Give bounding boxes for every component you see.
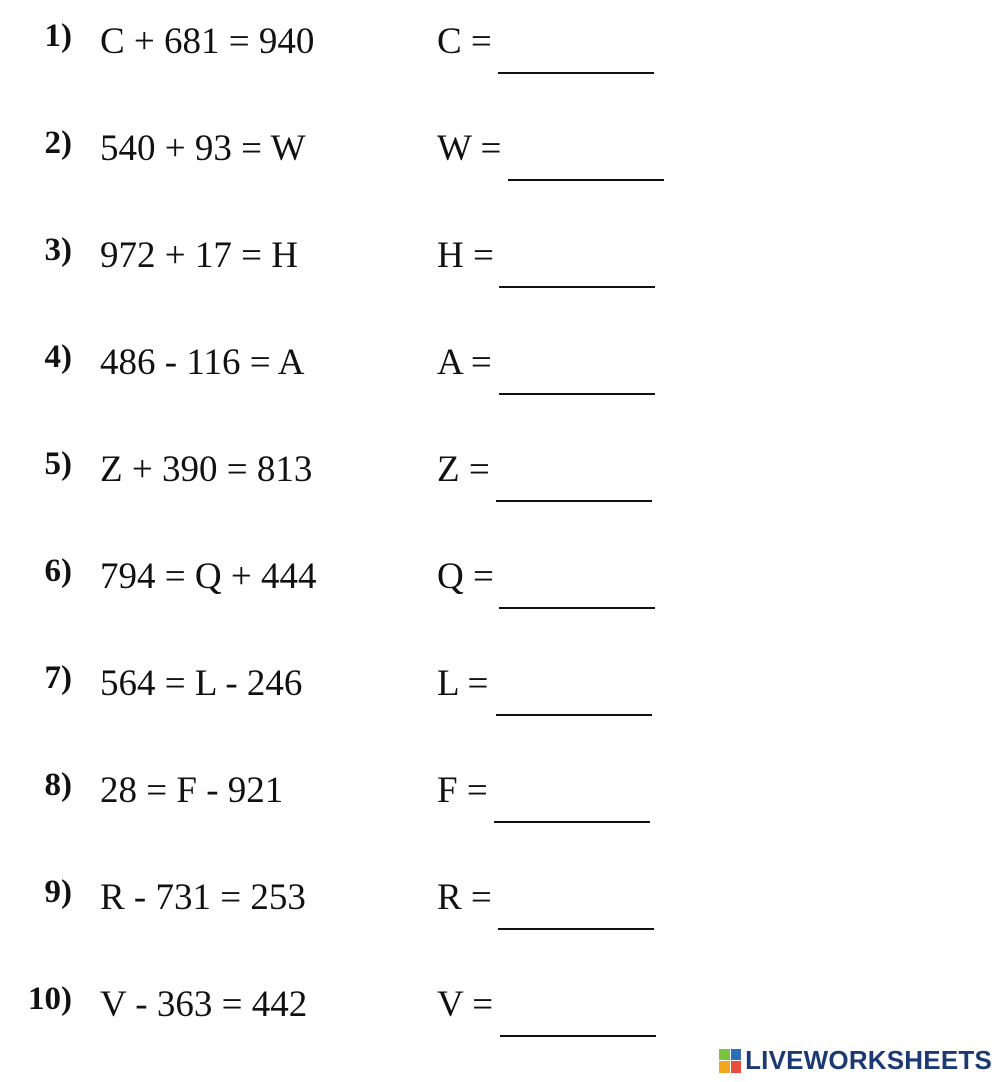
answer-label: W = bbox=[437, 128, 502, 169]
problem-expression: 794 = Q + 444 bbox=[100, 556, 317, 597]
logo-square-blue bbox=[731, 1049, 742, 1061]
problem-expression: C + 681 = 940 bbox=[100, 21, 315, 62]
problem-number: 1) bbox=[44, 18, 72, 54]
problem-8 bbox=[0, 763, 1000, 823]
answer-field[interactable] bbox=[496, 500, 652, 502]
answer-field[interactable] bbox=[496, 714, 652, 716]
problem-expression: 564 = L - 246 bbox=[100, 663, 303, 704]
answer-field[interactable] bbox=[498, 928, 654, 930]
problem-7 bbox=[0, 656, 1000, 716]
logo-square-red bbox=[731, 1061, 742, 1073]
brand-link[interactable] bbox=[719, 1045, 992, 1076]
problem-expression: R - 731 = 253 bbox=[100, 877, 306, 918]
problem-expression: 486 - 116 = A bbox=[100, 342, 305, 383]
problem-expression: 540 + 93 = W bbox=[100, 128, 306, 169]
problem-5 bbox=[0, 442, 1000, 502]
problem-expression: Z + 390 = 813 bbox=[100, 449, 313, 490]
answer-field[interactable] bbox=[498, 72, 654, 74]
problem-9 bbox=[0, 870, 1000, 930]
answer-label: Q = bbox=[437, 556, 494, 597]
footer bbox=[0, 1040, 1000, 1082]
problem-number: 8) bbox=[44, 767, 72, 803]
answer-label: R = bbox=[437, 877, 492, 918]
answer-field[interactable] bbox=[499, 286, 655, 288]
problem-number: 2) bbox=[44, 125, 72, 161]
answer-label: V = bbox=[437, 984, 494, 1025]
answer-label: C = bbox=[437, 21, 492, 62]
answer-field[interactable] bbox=[499, 607, 655, 609]
problem-6 bbox=[0, 549, 1000, 609]
answer-field[interactable] bbox=[500, 1035, 656, 1037]
problem-number: 3) bbox=[44, 232, 72, 268]
answer-field[interactable] bbox=[499, 393, 655, 395]
logo-square-orange bbox=[719, 1061, 730, 1073]
answer-label: H = bbox=[437, 235, 494, 276]
problem-number: 6) bbox=[44, 553, 72, 589]
problem-expression: V - 363 = 442 bbox=[100, 984, 308, 1025]
problem-2 bbox=[0, 121, 1000, 181]
problem-1 bbox=[0, 14, 1000, 74]
answer-label: A = bbox=[437, 342, 492, 383]
problem-number: 5) bbox=[44, 446, 72, 482]
problem-3 bbox=[0, 228, 1000, 288]
problem-4 bbox=[0, 335, 1000, 395]
problem-expression: 28 = F - 921 bbox=[100, 770, 284, 811]
answer-label: Z = bbox=[437, 449, 490, 490]
problem-expression: 972 + 17 = H bbox=[100, 235, 298, 276]
answer-label: L = bbox=[437, 663, 489, 704]
problem-number: 7) bbox=[44, 660, 72, 696]
answer-field[interactable] bbox=[494, 821, 650, 823]
problem-number: 10) bbox=[28, 981, 72, 1017]
answer-field[interactable] bbox=[508, 179, 664, 181]
problem-number: 9) bbox=[44, 874, 72, 910]
liveworksheets-logo-icon bbox=[719, 1049, 741, 1073]
problem-10 bbox=[0, 977, 1000, 1037]
brand-name: LIVEWORKSHEETS bbox=[745, 1045, 992, 1075]
logo-square-green bbox=[719, 1049, 730, 1061]
answer-label: F = bbox=[437, 770, 488, 811]
problem-number: 4) bbox=[44, 339, 72, 375]
